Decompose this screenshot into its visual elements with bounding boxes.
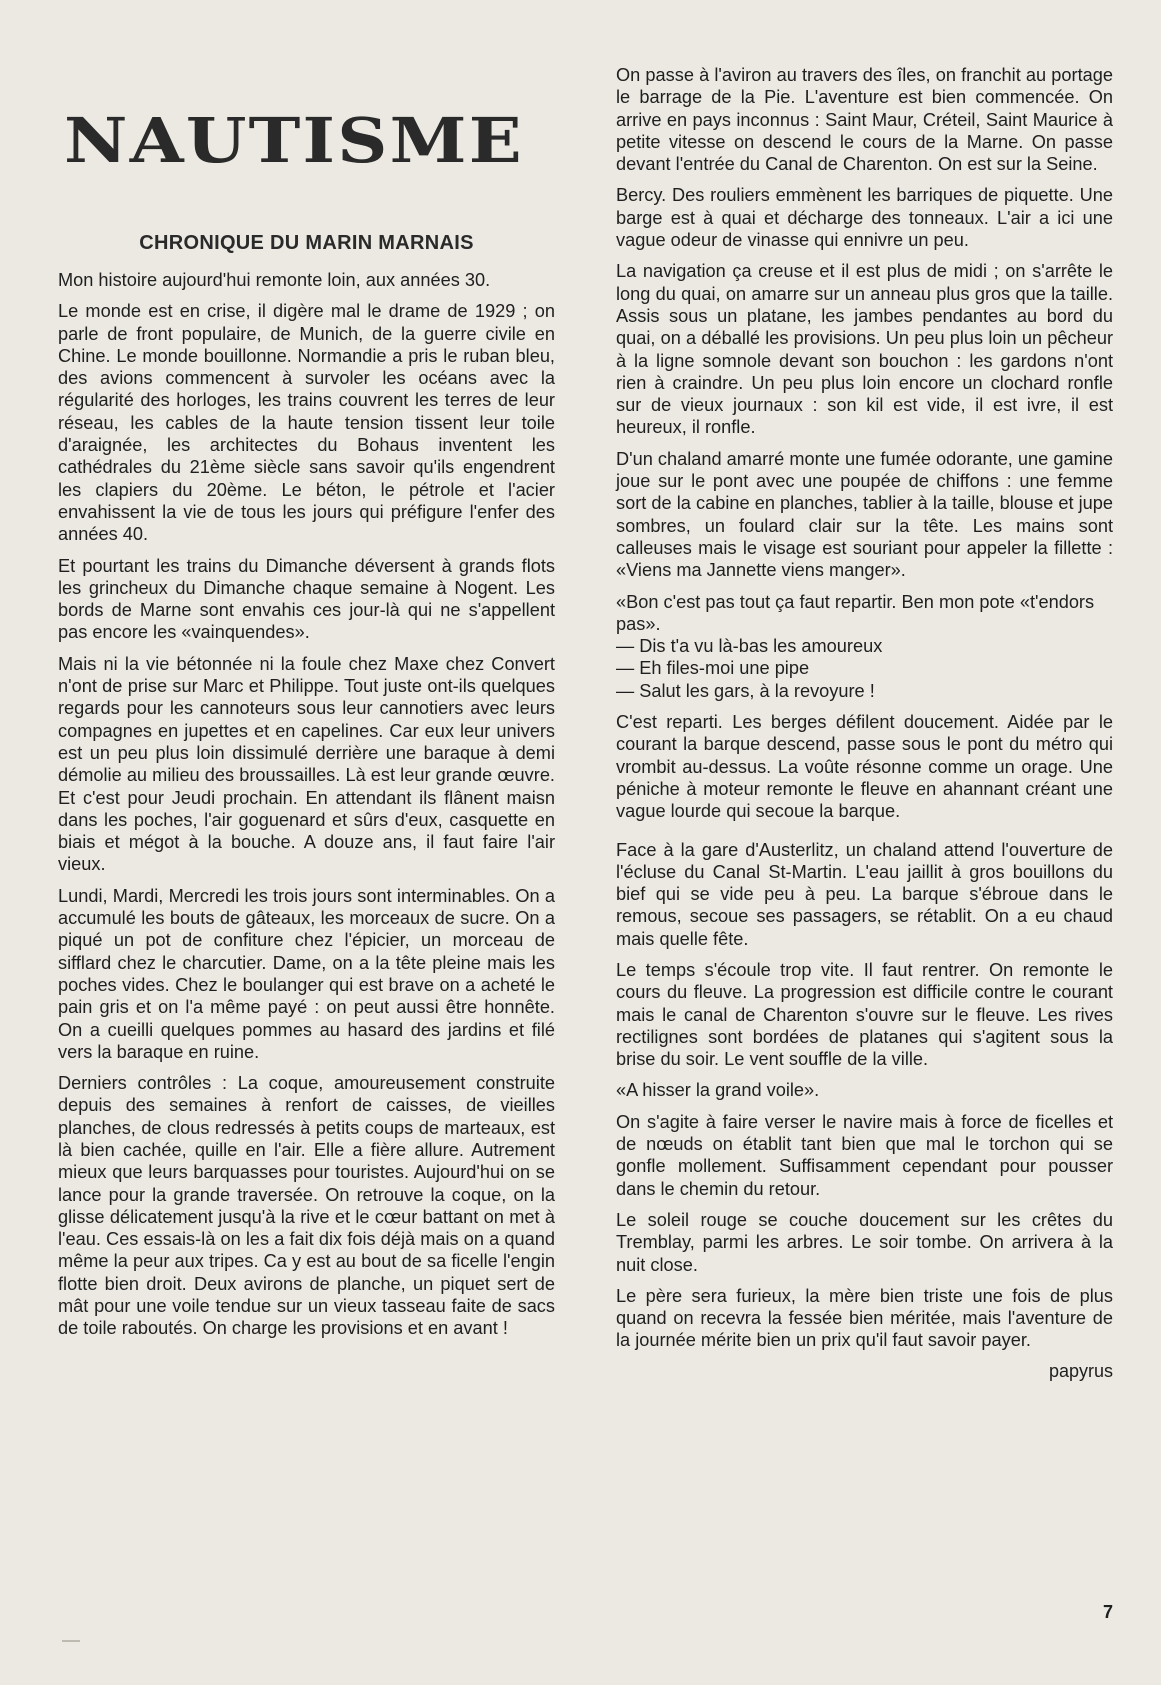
right-column [616, 64, 1113, 1382]
paragraph: C'est reparti. Les berges défilent doucement. Aidée par le courant la barque descend, passe sous le pont du métro qui vrombit au-dessus. La voûte résonne comme un orage. Une péniche à moteur remonte le fleuve en ahannant créant une vague lourde qui secoue la barque. [616, 712, 1113, 822]
paragraph: Le père sera furieux, la mère bien triste une fois de plus quand on recevra la fessée bien méritée, mais l'aventure de la journée mérite bien un prix qu'il faut savoir payer. [616, 1285, 1113, 1351]
left-column [58, 104, 555, 1349]
dialog-line: — Dis t'a vu là-bas les amoureux [616, 636, 883, 657]
paragraph: «A hisser la grand voile». [616, 1080, 820, 1101]
paragraph: D'un chaland amarré monte une fumée odorante, une gamine joue sur le pont avec une poupée de chiffons : une femme sort de la cabine en planches, tablier à la taille, blouse et jupe sombres, un foulard clair sur la tête. Les mains sont calleuses mais le visage est souriant pour appeler la fillette : «Viens ma Jannette viens manger». [616, 448, 1113, 581]
dialog-line: — Salut les gars, à la revoyure ! [616, 680, 875, 701]
author-signature: papyrus [1048, 1360, 1113, 1381]
paragraph: La navigation ça creuse et il est plus de midi ; on s'arrête le long du quai, on amarre sur un anneau plus gros que la taille. Assis sous un platane, les jambes pendantes au bord du quai, on a déballé les provisions. Un peu plus loin un pêcheur à la ligne somnole devant son bouchon : les gardons n'ont rien à craindre. Un peu plus loin encore un clochard ronfle sur de vieux journaux : son kil est vide, il est ivre, il est heureux, il ronfle. [616, 261, 1113, 438]
paragraph: Le soleil rouge se couche doucement sur les crêtes du Tremblay, parmi les arbres. Le soir tombe. On arrivera à la nuit close. [616, 1209, 1113, 1275]
paragraph: Lundi, Mardi, Mercredi les trois jours sont interminables. On a accumulé les bouts de gâteaux, les morceaux de sucre. On a piqué un pot de confiture chez l'épicier, un morceau de sifflard chez le charcutier. Dame, on a la tête pleine mais les poches vides. Chez le boulanger qui est brave on a acheté le pain gris et on l'a même payé : on peut aussi être honnête. On a cueilli quelques pommes au hasard des jardins et filé vers la baraque en ruine. [58, 885, 555, 1062]
paragraph: Le temps s'écoule trop vite. Il faut rentrer. On remonte le cours du fleuve. La progression est difficile contre le courant mais le canal de Charenton s'ouvre sur le fleuve. Les rives rectilignes sont bordées de platanes qui s'agitent sous la brise du soir. Le vent souffle de la ville. [616, 959, 1113, 1070]
page-number: 7 [1102, 1602, 1113, 1622]
paragraph: On passe à l'aviron au travers des îles, on franchit au portage le barrage de la Pie. L'aventure est bien commencée. On arrive en pays inconnus : Saint Maur, Créteil, Saint Maurice à petite vitesse on descend le cours de la Marne. On passe devant l'entrée du Canal de Charenton. On est sur la Seine. [616, 65, 1113, 175]
margin-mark [62, 1640, 80, 1642]
paragraph: Face à la gare d'Austerlitz, un chaland attend l'ouverture de l'écluse du Canal St-Martin. L'eau jaillit à gros bouillons du bief qui se vide peu à peu. La barque s'ébroue dans le remous, secoue ses passagers, se rétablit. On a eu chaud mais quelle fête. [616, 839, 1113, 949]
paragraph: Le monde est en crise, il digère mal le drame de 1929 ; on parle de front populaire, de Munich, de la guerre civile en Chine. Le monde bouillonne. Normandie a pris le ruban bleu, des avions commencent à survoler les océans avec la régularité des horloges, les trains couvrent les terres de leur réseau, les cables de la haute tension tissent leur toile d'araignée, les architectes du Bohaus inventent les cathédrales du 21ème siècle sans savoir qu'ils engendrent les clapiers du 20ème. Le béton, le pétrole et l'acier envahissent la vie de tous les jours qui préfigure l'enfer des années 40. [58, 301, 555, 545]
paragraph: On s'agite à faire verser le navire mais à force de ficelles et de nœuds on établit tant bien que mal le torchon qui se gonfle mollement. Suffisamment cependant pour pousser dans le chemin du retour. [616, 1111, 1113, 1199]
paragraph: Mais ni la vie bétonnée ni la foule chez Maxe chez Convert n'ont de prise sur Marc et Philippe. Tout juste ont-ils quelques regards pour les cannoteurs sous leur cannotiers avec leurs compagnes en jupettes et en capelines. Car eux leur univers est un peu plus loin dissimulé derrière une baraque à demi démolie au milieu des broussailles. Là est leur grande œuvre. Et c'est pour Jeudi prochain. En attendant ils flânent maisn dans les poches, l'air goguenard et sûrs d'eux, casquette en biais et mégot à la bouche. A douze ans, il faut faire l'air vieux. [58, 653, 555, 875]
paragraph: Bercy. Des rouliers emmènent les barriques de piquette. Une barge est à quai et décharge des tonneaux. L'air a ici une vague odeur de vinasse qui ennivre un peu. [616, 185, 1113, 251]
article-subtitle: CHRONIQUE DU MARIN MARNAIS [139, 232, 474, 254]
dialog-line: — Eh files-moi une pipe [616, 658, 810, 679]
dialog-line: «Bon c'est pas tout ça faut repartir. Ben mon pote «t'endors pas». [616, 591, 1095, 634]
article-title: NAUTISME [64, 104, 524, 177]
dialog-block [616, 591, 1113, 702]
paragraph: Et pourtant les trains du Dimanche déversent à grands flots les grincheux du Dimanche chaque semaine à Nogent. Les bords de Marne sont envahis ces jour-là qui ne s'appellent pas encore les «vainquendes». [58, 555, 555, 643]
paragraph: Mon histoire aujourd'hui remonte loin, aux années 30. [58, 270, 491, 290]
paragraph: Derniers contrôles : La coque, amoureusement construite depuis des semaines à renfort de caisses, de vieilles planches, de clous redressés à petits coups de marteaux, est là bien cachée, quille en l'air. Elle a fière allure. Autrement mieux que leurs barquasses pour touristes. Aujourd'hui on se lance pour la grande traversée. On retrouve la coque, on la glisse délicatement jusqu'à la rive et le cœur battant on met à l'eau. Ces essais-là on les a fait dix fois déjà mais on a quand même la peur aux tripes. Ca y est au bout de sa ficelle l'engin flotte bien droit. Deux avirons de planche, un piquet sert de mât pour une voile tendue sur un vieux tasseau faite de sacs de toile raboutés. On charge les provisions et en avant ! [58, 1073, 555, 1339]
